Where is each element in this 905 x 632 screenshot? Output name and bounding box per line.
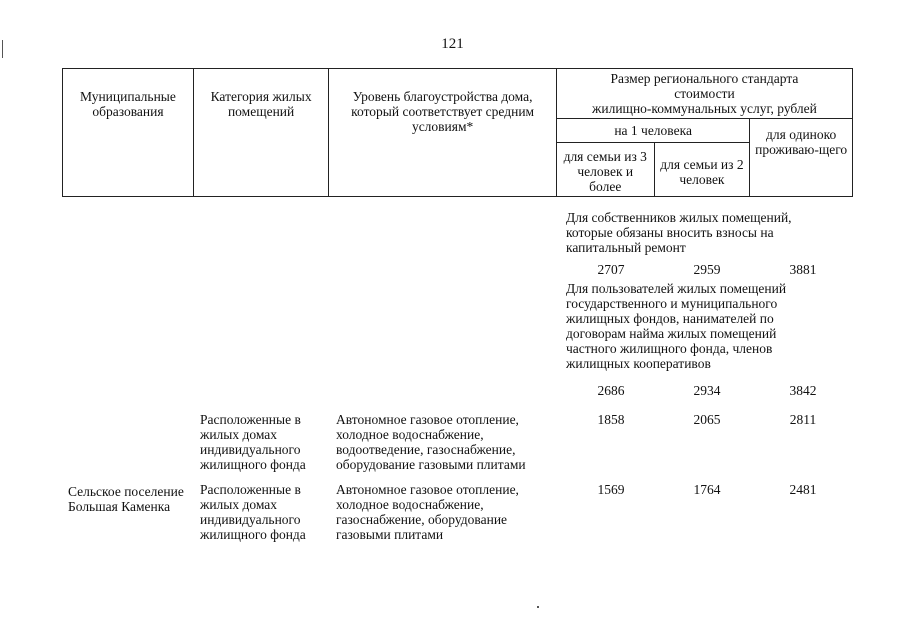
header-family2: для семьи из 2 человек: [654, 143, 750, 197]
header-category: Категория жилых помещений: [193, 69, 328, 197]
tenants-note-line4: договорам найма жилых помещений: [566, 326, 777, 341]
row2-category: Расположенные в жилых домах индивидуального жилищного фонда: [200, 482, 306, 542]
row1-level: Автономное газовое отопление, холодное водоснабжение, водоотведение, газоснабжение, оборудование газовыми плитами: [336, 412, 526, 472]
owners-note-line1: Для собственников жилых помещений,: [566, 210, 792, 225]
tenants-value-family2: 2934: [693, 383, 721, 398]
row1-value-family3: 1858: [597, 412, 625, 427]
tenants-note-line5: частного жилищного фонда, членов: [566, 341, 773, 356]
tenants-value-family3: 2686: [597, 383, 625, 398]
header-per-person: на 1 человека: [556, 119, 749, 143]
tenants-note-line2: государственного и муниципального: [566, 296, 778, 311]
scan-artifact-left: [2, 40, 3, 58]
row2-municipality: Сельское поселение Большая Каменка: [68, 484, 184, 514]
tenants-note-line1: Для пользователей жилых помещений: [566, 281, 787, 296]
scan-artifact-dot: [537, 606, 539, 608]
owners-note-line3: капитальный ремонт: [566, 240, 686, 255]
tenants-note-line6: жилищных кооперативов: [566, 356, 711, 371]
owners-note-line2: которые обязаны вносить взносы на: [566, 225, 774, 240]
tenants-note-line3: жилищных фондов, нанимателей по: [566, 311, 774, 326]
page-number: 121: [441, 36, 464, 52]
tenants-value-single: 3842: [789, 383, 817, 398]
row2-value-family2: 1764: [693, 482, 721, 497]
header-level: Уровень благоустройства дома, который соответствует средним условиям*: [329, 69, 557, 197]
header-municipalities: Муниципальные образования: [63, 69, 194, 197]
header-standard-size-line2: стоимости: [674, 86, 735, 101]
row1-value-single: 2811: [789, 412, 817, 427]
row2-value-family3: 1569: [597, 482, 625, 497]
row1-category: Расположенные в жилых домах индивидуального жилищного фонда: [200, 412, 306, 472]
row2-value-single: 2481: [789, 482, 817, 497]
owners-value-family3: 2707: [597, 262, 625, 277]
header-single: для одиноко проживаю-щего: [750, 119, 853, 197]
table-header: [62, 68, 853, 197]
owners-note: [566, 210, 856, 255]
owners-value-single: 3881: [789, 262, 817, 277]
header-standard-size-line3: жилищно-коммунальных услуг, рублей: [592, 101, 817, 116]
tenants-note: [566, 281, 856, 371]
row1-value-family2: 2065: [693, 412, 721, 427]
owners-value-family2: 2959: [693, 262, 721, 277]
header-standard-size: [556, 69, 852, 119]
header-standard-size-line1: Размер регионального стандарта: [610, 71, 799, 86]
header-family3: для семьи из 3 человек и более: [556, 143, 654, 197]
row2-level: Автономное газовое отопление, холодное водоснабжение, газоснабжение, оборудование газовыми плитами: [336, 482, 519, 542]
